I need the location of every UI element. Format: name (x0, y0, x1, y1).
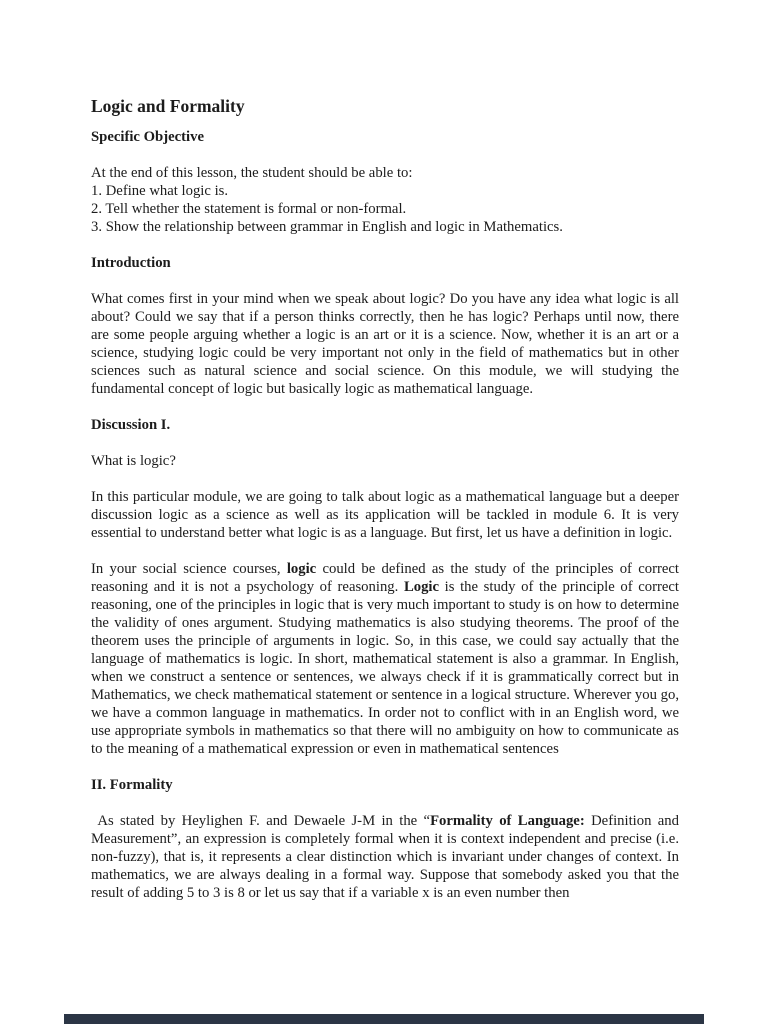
objective-intro: At the end of this lesson, the student should be able to: (91, 165, 413, 181)
heading-discussion-1: Discussion I. (91, 417, 171, 433)
heading-specific-objective: Specific Objective (91, 129, 204, 145)
document-page (91, 0, 679, 902)
next-page-top-edge (64, 1014, 704, 1024)
discussion-paragraph: In this particular module, we are going to talk about logic as a mathematical language but a deeper discussion logic as a science as well as its application will be tackled in module 6. It is very essential to understand better what logic is as a language. But first, let us have a definition in logic. (91, 489, 679, 541)
discussion-question: What is logic? (91, 453, 176, 469)
objective-item-3: 3. Show the relationship between grammar in English and logic in Mathematics. (91, 219, 563, 235)
formality-paragraph: As stated by Heylighen F. and Dewaele J-M in the “Formality of Language: Definition and Measurement”, an expression is completely formal when it is context independent and precise (i.e. non-fuzzy), that is, it represents a clear distinction which is invariant under changes of context. In mathematics, we are always dealing in a formal way. Suppose that somebody asked you that the result of adding 5 to 3 is 8 or let us say that if a variable x is an even number then (91, 813, 679, 901)
objective-item-1: 1. Define what logic is. (91, 183, 229, 199)
document-title: Logic and Formality (91, 96, 245, 116)
logic-definition-paragraph: In your social science courses, logic could be defined as the study of the principles of correct reasoning and it is not a psychology of reasoning. Logic is the study of the principle of correct reasoning, one of the principles in logic that is very much important to study is on how to determine the validity of ones argument. Studying mathematics is also studying theorems. The proof of the theorem uses the principle of arguments in logic. So, in this case, we could say actually that the language of mathematics is logic. In short, mathematical statement is also a grammar. In English, when we construct a sentence or sentences, we always check if it is grammatically correct but in Mathematics, we check mathematical statement or sentence in a logical structure. Wherever you go, we have a common language in mathematics. In order not to conflict with in an English word, we use appropriate symbols in mathematics so that there will no ambiguity on how to communicate as to the meaning of a mathematical expression or even in mathematical sentences (91, 561, 680, 757)
heading-formality: II. Formality (91, 777, 173, 793)
objectives-block (91, 164, 679, 236)
heading-introduction: Introduction (91, 255, 171, 271)
introduction-paragraph: What comes first in your mind when we speak about logic? Do you have any idea what logic is all about? Could we say that if a person thinks correctly, then he has logic? Perhaps until now, there are some people arguing whether a logic is an art or it is a science. Now, whether it is an art or a science, studying logic could be very important not only in the field of mathematics but in other sciences such as natural science and social science. On this module, we will studying the fundamental concept of logic but basically logic as mathematical language. (91, 291, 679, 397)
objective-item-2: 2. Tell whether the statement is formal or non-formal. (91, 201, 407, 217)
